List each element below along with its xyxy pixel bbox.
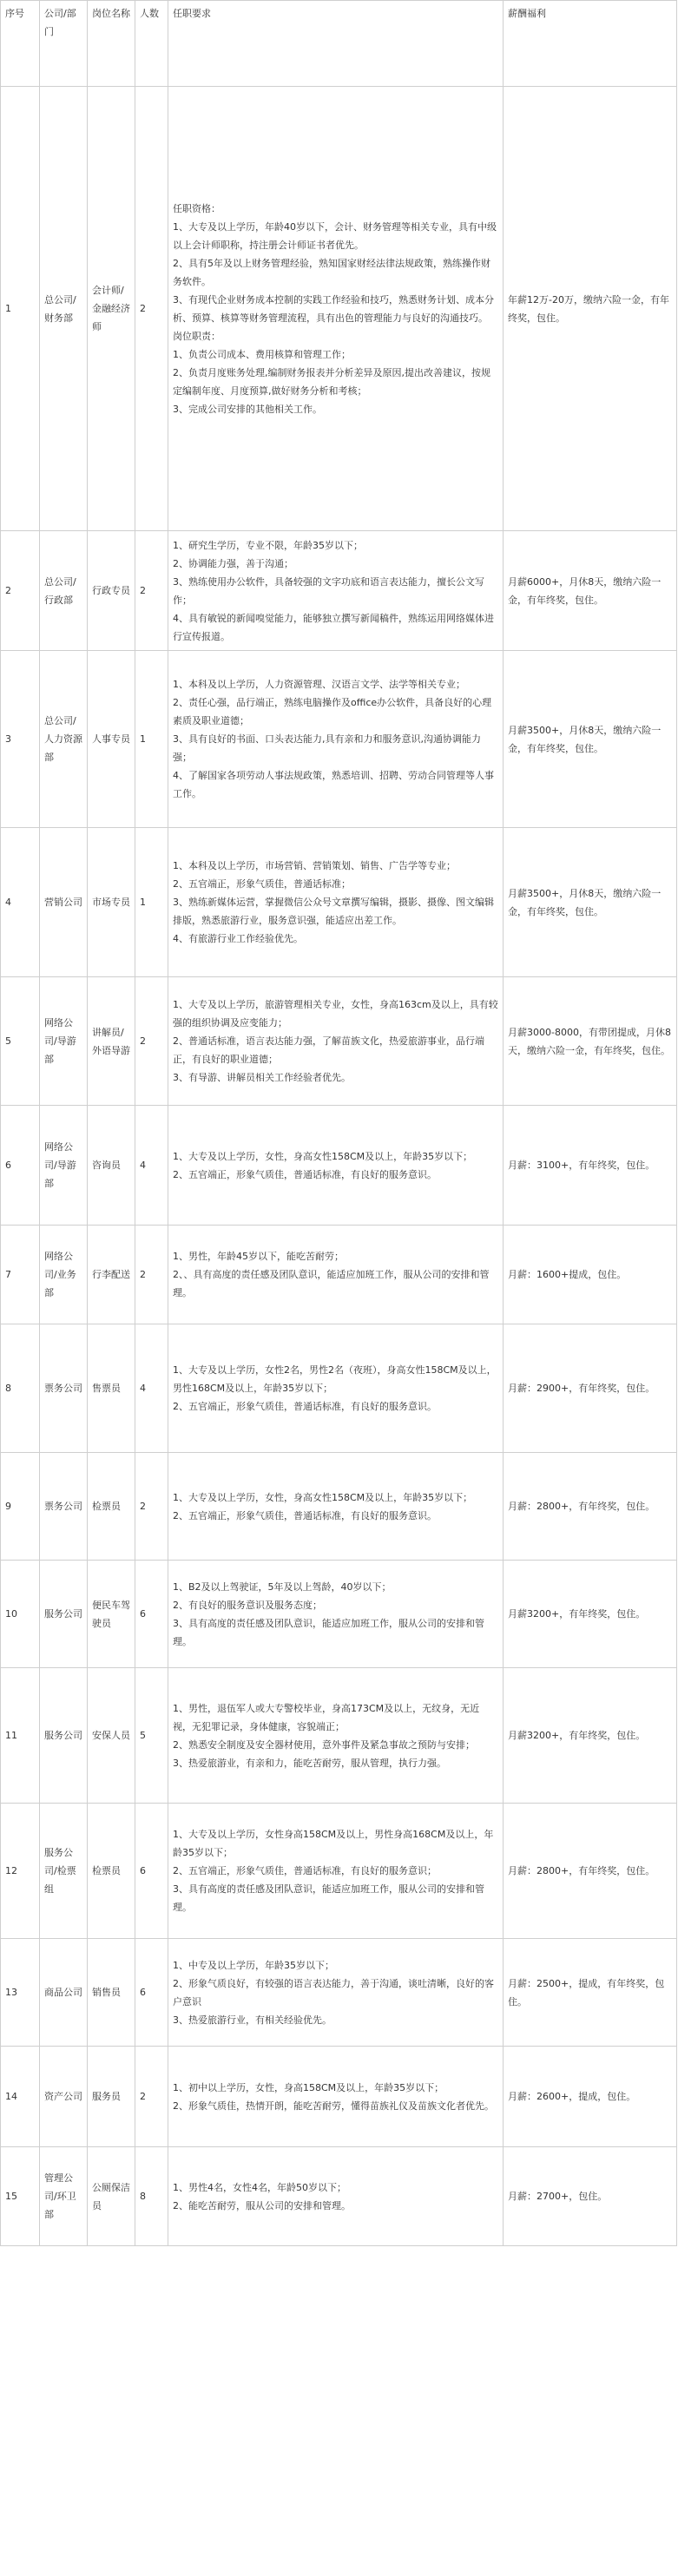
cell-company: 网络公司/导游部: [40, 977, 88, 1106]
header-salary: 薪酬福利: [504, 1, 677, 87]
cell-count: 2: [135, 531, 168, 651]
requirement-line: 1、男性4名，女性4名，年龄50岁以下；: [173, 2181, 346, 2193]
requirement-line: 1、本科及以上学历，人力资源管理、汉语言文学、法学等相关专业；: [173, 679, 465, 690]
cell-position: 销售员: [88, 1939, 135, 2047]
requirement-line: 2、熟悉安全制度及安全器材使用，意外事件及紧急事故之预防与安排；: [173, 1738, 475, 1751]
cell-index: 1: [1, 87, 40, 531]
cell-requirements: [168, 2047, 504, 2147]
table-row: [1, 1324, 677, 1453]
header-index: 序号: [1, 1, 40, 87]
requirement-line: 3、具有高度的责任感及团队意识，能适应加班工作，服从公司的安排和管理。: [173, 1883, 484, 1913]
cell-index: 5: [1, 977, 40, 1106]
cell-requirements: [168, 2147, 504, 2246]
cell-position: 检票员: [88, 1804, 135, 1939]
requirement-line: 1、中专及以上学历，年龄35岁以下；: [173, 1959, 334, 1971]
cell-company: 总公司/人力资源部: [40, 651, 88, 828]
cell-requirements: [168, 1106, 504, 1226]
table-row: [1, 977, 677, 1106]
cell-index: 7: [1, 1226, 40, 1324]
table-row: [1, 1668, 677, 1804]
requirement-line: 2、、具有高度的责任感及团队意识，能适应加班工作，服从公司的安排和管理。: [173, 1269, 490, 1298]
cell-requirements: [168, 531, 504, 651]
requirement-line: 1、大专及以上学历，女性，身高女性158CM及以上，年龄35岁以下；: [173, 1491, 473, 1503]
cell-company: 票务公司: [40, 1453, 88, 1561]
cell-index: 13: [1, 1939, 40, 2047]
table-row: [1, 2047, 677, 2147]
table-row: [1, 1106, 677, 1226]
requirement-line: 2、五官端正，形象气质佳，普通话标准，有良好的服务意识。: [173, 1509, 437, 1521]
cell-salary: 月薪3200+，有年终奖，包住。: [504, 1561, 677, 1668]
cell-count: 8: [135, 2147, 168, 2246]
cell-position: 安保人员: [88, 1668, 135, 1804]
cell-count: 2: [135, 2047, 168, 2147]
requirement-line: 4、具有敏锐的新闻嗅觉能力，能够独立撰写新闻稿件，熟练运用网络媒体进行宣传报道。: [173, 612, 494, 642]
requirement-line: 2、五官端正，形象气质佳，普通话标准，有良好的服务意识。: [173, 1168, 437, 1180]
requirement-line: 任职资格：: [173, 202, 221, 214]
cell-requirements: [168, 828, 504, 977]
requirement-line: 1、大专及以上学历，女性2名，男性2名（夜班），身高女性158CM及以上，男性168CM及以上，年龄35岁以下；: [173, 1364, 497, 1394]
cell-requirements: [168, 1668, 504, 1804]
requirement-line: 3、完成公司安排的其他相关工作。: [173, 403, 322, 415]
cell-position: 行政专员: [88, 531, 135, 651]
cell-requirements: [168, 87, 504, 531]
cell-salary: 月薪：2900+，有年终奖，包住。: [504, 1324, 677, 1453]
table-row: [1, 1804, 677, 1939]
cell-index: 9: [1, 1453, 40, 1561]
table-row: [1, 2147, 677, 2246]
table-row: [1, 651, 677, 828]
cell-count: 6: [135, 1561, 168, 1668]
requirement-line: 1、大专及以上学历，年龄40岁以下，会计、财务管理等相关专业，具有中级以上会计师职称，持注册会计师证书者优先。: [173, 220, 497, 251]
cell-count: 2: [135, 1226, 168, 1324]
cell-index: 8: [1, 1324, 40, 1453]
table-body: [1, 87, 677, 2246]
cell-index: 15: [1, 2147, 40, 2246]
cell-index: 10: [1, 1561, 40, 1668]
table-row: [1, 1939, 677, 2047]
requirement-line: 2、责任心强，品行端正，熟练电脑操作及office办公软件，具备良好的心理素质及职业道德；: [173, 697, 492, 726]
cell-position: 便民车驾驶员: [88, 1561, 135, 1668]
header-requirements: 任职要求: [168, 1, 504, 87]
cell-company: 总公司/行政部: [40, 531, 88, 651]
table-row: [1, 531, 677, 651]
table-row: [1, 1561, 677, 1668]
requirement-line: 1、男性，退伍军人或大专警校毕业，身高173CM及以上，无纹身，无近视，无犯罪记录，身体健康，容貌端正；: [173, 1702, 480, 1732]
cell-requirements: [168, 1453, 504, 1561]
cell-count: 2: [135, 977, 168, 1106]
cell-company: 服务公司/检票组: [40, 1804, 88, 1939]
requirement-line: 3、热爱旅游行业，有相关经验优先。: [173, 2014, 332, 2026]
cell-salary: 月薪：3100+，有年终奖，包住。: [504, 1106, 677, 1226]
cell-position: 市场专员: [88, 828, 135, 977]
cell-index: 4: [1, 828, 40, 977]
requirement-line: 1、研究生学历，专业不限，年龄35岁以下；: [173, 539, 363, 551]
requirement-line: 2、能吃苦耐劳，服从公司的安排和管理。: [173, 2199, 351, 2211]
requirement-line: 岗位职责：: [173, 330, 221, 342]
requirement-line: 1、负责公司成本、费用核算和管理工作；: [173, 348, 351, 360]
table-row: [1, 1226, 677, 1324]
requirement-line: 3、具有良好的书面、口头表达能力,具有亲和力和服务意识,沟通协调能力强；: [173, 733, 481, 763]
requirement-line: 3、具有高度的责任感及团队意识，能适应加班工作，服从公司的安排和管理。: [173, 1617, 484, 1647]
cell-requirements: [168, 1561, 504, 1668]
cell-position: 服务员: [88, 2047, 135, 2147]
cell-salary: 月薪3200+，有年终奖，包住。: [504, 1668, 677, 1804]
cell-company: 票务公司: [40, 1324, 88, 1453]
cell-index: 3: [1, 651, 40, 828]
requirement-line: 1、大专及以上学历，女性身高158CM及以上，男性身高168CM及以上，年龄35岁以下；: [173, 1829, 494, 1858]
requirement-line: 3、熟练新媒体运营，掌握微信公众号文章撰写编辑，摄影、摄像、图文编辑排版，熟悉旅游行业，服务意识强，能适应出差工作。: [173, 897, 494, 926]
requirement-line: 2、形象气质良好，有较强的语言表达能力，善于沟通，谈吐清晰，良好的客户意识: [173, 1977, 494, 2008]
cell-requirements: [168, 1324, 504, 1453]
cell-requirements: [168, 977, 504, 1106]
cell-index: 12: [1, 1804, 40, 1939]
requirement-line: 2、负责月度账务处理,编制财务报表并分析差异及原因,提出改善建议，按规定编制年度、月度预算,做好财务分析和考核；: [173, 366, 490, 397]
requirement-line: 1、大专及以上学历，女性，身高女性158CM及以上，年龄35岁以下；: [173, 1150, 473, 1162]
cell-index: 14: [1, 2047, 40, 2147]
cell-position: 咨询员: [88, 1106, 135, 1226]
cell-position: 会计师/金融经济师: [88, 87, 135, 531]
cell-count: 1: [135, 651, 168, 828]
header-position: 岗位名称: [88, 1, 135, 87]
table-row: [1, 87, 677, 531]
cell-company: 网络公司/业务部: [40, 1226, 88, 1324]
table-row: [1, 828, 677, 977]
cell-salary: 月薪：2800+，有年终奖，包住。: [504, 1804, 677, 1939]
cell-company: 营销公司: [40, 828, 88, 977]
header-count: 人数: [135, 1, 168, 87]
requirement-line: 2、五官端正，形象气质佳，普通话标准，有良好的服务意识；: [173, 1865, 437, 1876]
requirement-line: 2、协调能力强，善于沟通；: [173, 557, 293, 569]
cell-index: 6: [1, 1106, 40, 1226]
cell-salary: 月薪：2600+，提成，包住。: [504, 2047, 677, 2147]
cell-index: 11: [1, 1668, 40, 1804]
cell-position: 售票员: [88, 1324, 135, 1453]
cell-requirements: [168, 651, 504, 828]
cell-count: 4: [135, 1324, 168, 1453]
requirement-line: 2、形象气质佳，热情开朗，能吃苦耐劳，懂得苗族礼仪及苗族文化者优先。: [173, 2100, 494, 2112]
cell-salary: 年薪12万-20万，缴纳六险一金，有年终奖，包住。: [504, 87, 677, 531]
table-row: [1, 1453, 677, 1561]
cell-company: 网络公司/导游部: [40, 1106, 88, 1226]
cell-requirements: [168, 1226, 504, 1324]
cell-company: 管理公司/环卫部: [40, 2147, 88, 2246]
cell-salary: 月薪：2500+，提成，有年终奖，包住。: [504, 1939, 677, 2047]
cell-company: 服务公司: [40, 1668, 88, 1804]
cell-count: 1: [135, 828, 168, 977]
requirement-line: 2、有良好的服务意识及服务态度；: [173, 1599, 322, 1611]
cell-company: 资产公司: [40, 2047, 88, 2147]
table-header-row: [1, 1, 677, 87]
requirement-line: 2、具有5年及以上财务管理经验，熟知国家财经法律法规政策，熟练操作财务软件。: [173, 257, 490, 287]
cell-count: 6: [135, 1939, 168, 2047]
requirement-line: 2、普通话标准，语言表达能力强，了解苗族文化，热爱旅游事业，品行端正，有良好的职业道德；: [173, 1035, 484, 1065]
requirement-line: 3、熟练使用办公软件，具备较强的文字功底和语言表达能力，擅长公文写作；: [173, 575, 484, 606]
cell-company: 商品公司: [40, 1939, 88, 2047]
cell-index: 2: [1, 531, 40, 651]
cell-count: 2: [135, 87, 168, 531]
requirement-line: 1、初中以上学历，女性，身高158CM及以上，年龄35岁以下；: [173, 2081, 444, 2093]
requirement-line: 4、了解国家各项劳动人事法规政策，熟悉培训、招聘、劳动合同管理等人事工作。: [173, 770, 494, 799]
requirement-line: 1、大专及以上学历，旅游管理相关专业，女性，身高163cm及以上，具有较强的组织协调及应变能力；: [173, 999, 498, 1028]
cell-company: 总公司/财务部: [40, 87, 88, 531]
cell-salary: 月薪3500+，月休8天，缴纳六险一金，有年终奖，包住。: [504, 651, 677, 828]
cell-salary: 月薪：2700+，包住。: [504, 2147, 677, 2246]
cell-count: 5: [135, 1668, 168, 1804]
cell-salary: 月薪：1600+提成，包住。: [504, 1226, 677, 1324]
requirement-line: 3、有导游、讲解员相关工作经验者优先。: [173, 1072, 351, 1083]
cell-requirements: [168, 1939, 504, 2047]
cell-count: 4: [135, 1106, 168, 1226]
cell-count: 2: [135, 1453, 168, 1561]
cell-position: 检票员: [88, 1453, 135, 1561]
requirement-line: 1、B2及以上驾驶证，5年及以上驾龄，40岁以下；: [173, 1580, 392, 1593]
requirement-line: 1、本科及以上学历，市场营销、营销策划、销售、广告学等专业；: [173, 860, 456, 871]
cell-count: 6: [135, 1804, 168, 1939]
cell-position: 人事专员: [88, 651, 135, 828]
requirement-line: 1、男性，年龄45岁以下，能吃苦耐劳；: [173, 1251, 344, 1262]
requirement-line: 3、有现代企业财务成本控制的实践工作经验和技巧，熟悉财务计划、成本分析、预算、核算等财务管理流程，具有出色的管理能力与良好的沟通技巧。: [173, 293, 494, 324]
cell-salary: 月薪3000-8000，有带团提成，月休8天，缴纳六险一金，有年终奖，包住。: [504, 977, 677, 1106]
requirement-line: 2、五官端正，形象气质佳，普通话标准；: [173, 878, 351, 890]
requirement-line: 3、热爱旅游业，有亲和力，能吃苦耐劳，服从管理，执行力强。: [173, 1757, 446, 1769]
requirement-line: 4、有旅游行业工作经验优先。: [173, 933, 303, 944]
requirement-line: 2、五官端正，形象气质佳，普通话标准，有良好的服务意识。: [173, 1401, 437, 1412]
cell-company: 服务公司: [40, 1561, 88, 1668]
cell-position: 讲解员/外语导游: [88, 977, 135, 1106]
cell-position: 公厕保洁员: [88, 2147, 135, 2246]
cell-salary: 月薪3500+，月休8天，缴纳六险一金，有年终奖，包住。: [504, 828, 677, 977]
cell-position: 行李配送: [88, 1226, 135, 1324]
header-company: 公司/部门: [40, 1, 88, 87]
cell-salary: 月薪：2800+，有年终奖，包住。: [504, 1453, 677, 1561]
cell-salary: 月薪6000+，月休8天，缴纳六险一金，有年终奖，包住。: [504, 531, 677, 651]
cell-requirements: [168, 1804, 504, 1939]
